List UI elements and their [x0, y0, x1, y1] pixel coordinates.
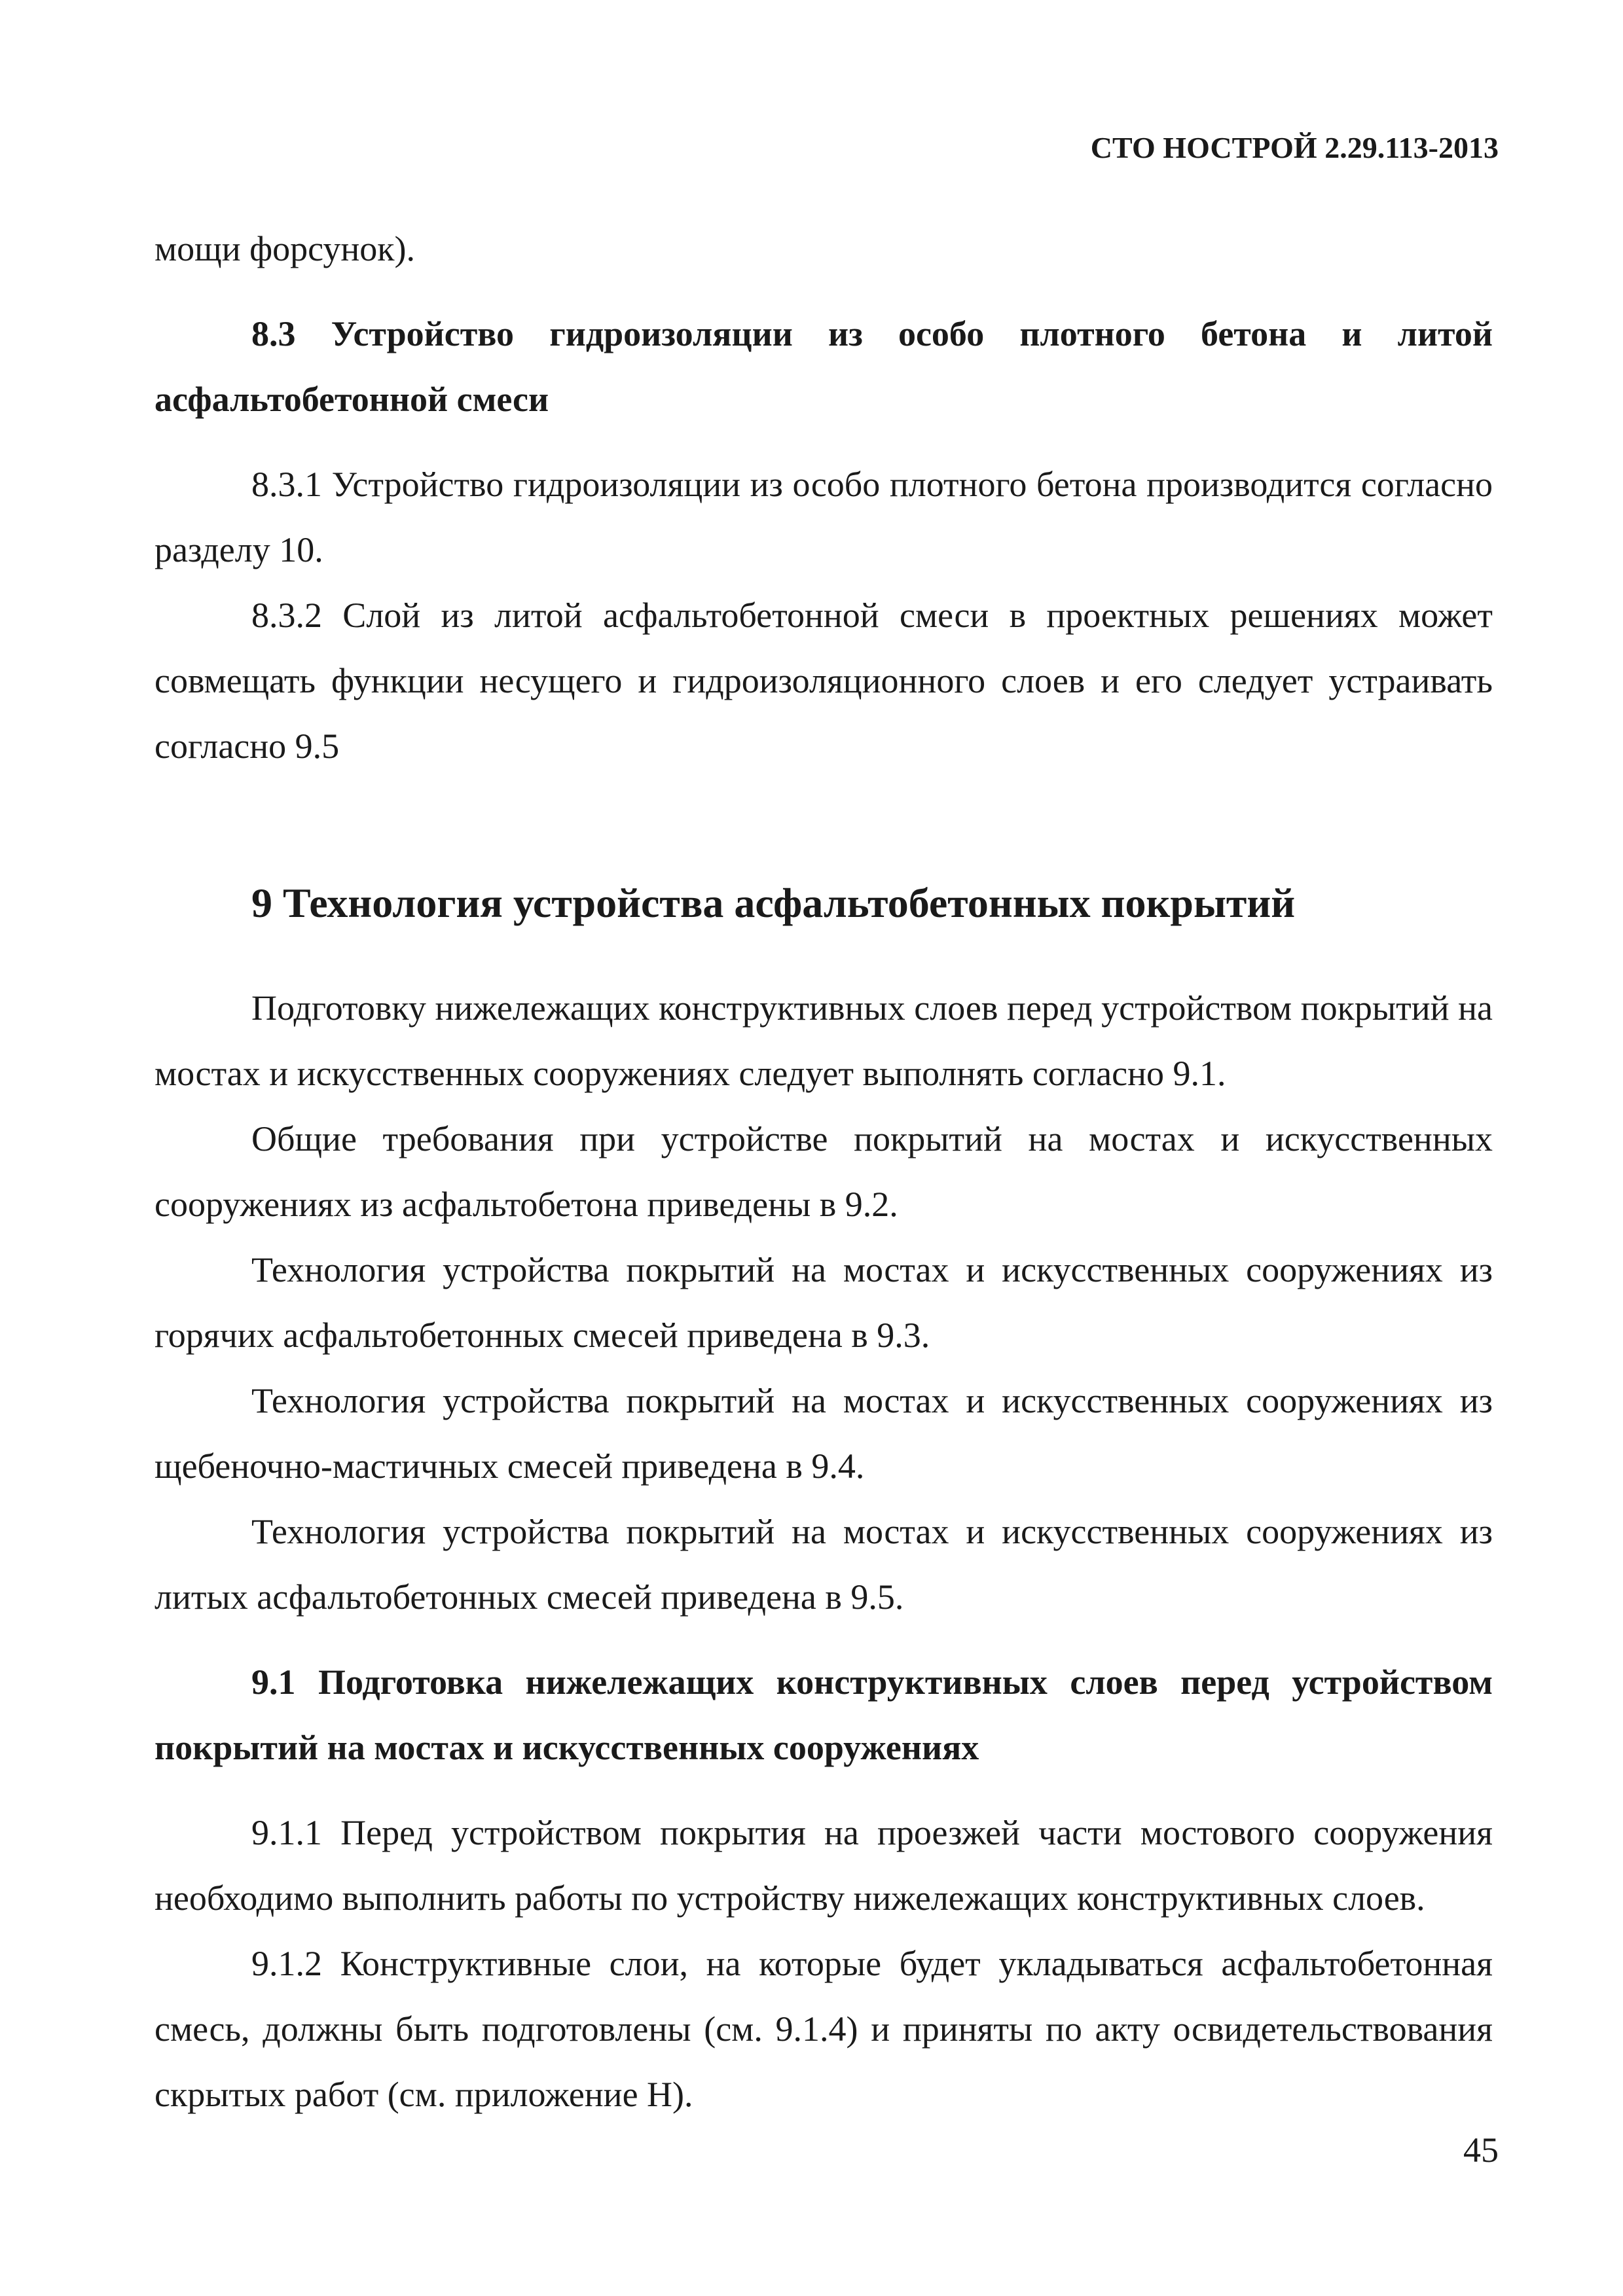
- section-8-3-heading: 8.3 Устройство гидроизоляции из особо плотного бетона и литой асфальтобетонной смеси: [155, 314, 1493, 419]
- continuation-paragraph: мощи форсунок).: [155, 229, 416, 268]
- document-code-header: СТО НОСТРОЙ 2.29.113-2013: [1090, 131, 1499, 164]
- chapter-9-intro-paragraph: Технология устройства покрытий на мостах и искусственных сооружениях из щебеночно-мастичных смесей приведена в 9.4.: [155, 1381, 1493, 1486]
- paragraph-8-3-1: 8.3.1 Устройство гидроизоляции из особо плотного бетона производится согласно разделу 10.: [155, 465, 1493, 569]
- chapter-9-heading: 9 Технология устройства асфальтобетонных покрытий: [251, 880, 1296, 926]
- chapter-9-intro-paragraph: Технология устройства покрытий на мостах и искусственных сооружениях из литых асфальтобетонных смесей приведена в 9.5.: [155, 1512, 1493, 1617]
- chapter-9-intro-paragraph: Общие требования при устройстве покрытий на мостах и искусственных сооружениях из асфальтобетона приведены в 9.2.: [155, 1119, 1493, 1224]
- paragraph-9-1-2: 9.1.2 Конструктивные слои, на которые будет укладываться асфальтобетонная смесь, должны быть подготовлены (см. 9.1.4) и приняты по акту освидетельствования скрытых работ (см. приложение Н).: [155, 1944, 1493, 2114]
- section-9-1-heading: 9.1 Подготовка нижележащих конструктивных слоев перед устройством покрытий на мостах и искусственных сооружениях: [155, 1662, 1493, 1767]
- chapter-9-intro-paragraph: Технология устройства покрытий на мостах и искусственных сооружениях из горячих асфальтобетонных смесей приведена в 9.3.: [155, 1250, 1493, 1355]
- page-number: 45: [1463, 2130, 1499, 2170]
- page-content: [155, 216, 1493, 2127]
- paragraph-9-1-1: 9.1.1 Перед устройством покрытия на проезжей части мостового сооружения необходимо выполнить работы по устройству нижележащих конструктивных слоев.: [155, 1813, 1493, 1918]
- paragraph-8-3-2: 8.3.2 Слой из литой асфальтобетонной смеси в проектных решениях может совмещать функции несущего и гидроизоляционного слоев и его следует устраивать согласно 9.5: [155, 596, 1493, 766]
- chapter-9-intro-paragraph: Подготовку нижележащих конструктивных слоев перед устройством покрытий на мостах и искусственных сооружениях следует выполнять согласно 9.1.: [155, 988, 1493, 1093]
